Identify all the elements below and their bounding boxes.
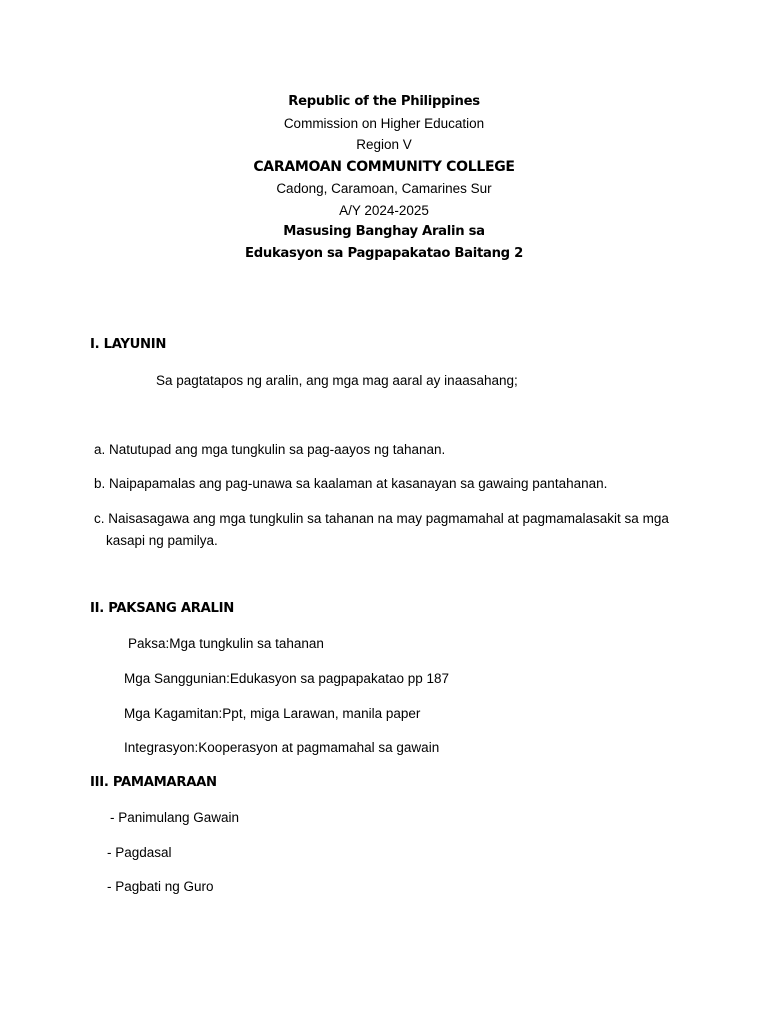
header-academic-year: A/Y 2024-2025 <box>339 203 429 218</box>
kagamitan-item: Mga Kagamitan:Ppt, miga Larawan, manila paper <box>124 706 421 721</box>
paksa-item: Paksa:Mga tungkulin sa tahanan <box>128 636 324 651</box>
objective-item: b. Naipapamalas ang pag-unawa sa kaalaman at kasanayan sa gawaing pantahanan. <box>94 476 608 491</box>
pamamaraan-item: - Pagbati ng Guro <box>107 879 214 894</box>
objective-item-continuation: kasapi ng pamilya. <box>106 533 218 548</box>
section-heading-layunin: I. LAYUNIN <box>90 337 167 352</box>
header-college: CARAMOAN COMMUNITY COLLEGE <box>253 159 515 175</box>
objective-item: c. Naisasagawa ang mga tungkulin sa tahanan na may pagmamahal at pagmamalasakit sa mga <box>94 511 669 526</box>
section-heading-paksang-aralin: II. PAKSANG ARALIN <box>90 601 234 616</box>
layunin-intro: Sa pagtatapos ng aralin, ang mga mag aaral ay inaasahang; <box>156 373 518 388</box>
pamamaraan-item: - Pagdasal <box>107 845 172 860</box>
header-region: Region V <box>356 137 412 152</box>
document-title-line2: Edukasyon sa Pagpapakatao Baitang 2 <box>245 246 523 261</box>
section-heading-pamamaraan: III. PAMAMARAAN <box>90 775 217 790</box>
sanggunian-item: Mga Sanggunian:Edukasyon sa pagpapakatao pp 187 <box>124 671 450 686</box>
header-commission: Commission on Higher Education <box>283 116 485 131</box>
pamamaraan-item: - Panimulang Gawain <box>110 810 240 825</box>
integrasyon-item: Integrasyon:Kooperasyon at pagmamahal sa gawain <box>124 740 440 755</box>
objective-item: a. Natutupad ang mga tungkulin sa pag-aayos ng tahanan. <box>94 442 446 457</box>
header-address: Cadong, Caramoan, Camarines Sur <box>276 181 492 196</box>
header-republic: Republic of the Philippines <box>288 94 480 109</box>
document-title-line1: Masusing Banghay Aralin sa <box>283 224 485 239</box>
